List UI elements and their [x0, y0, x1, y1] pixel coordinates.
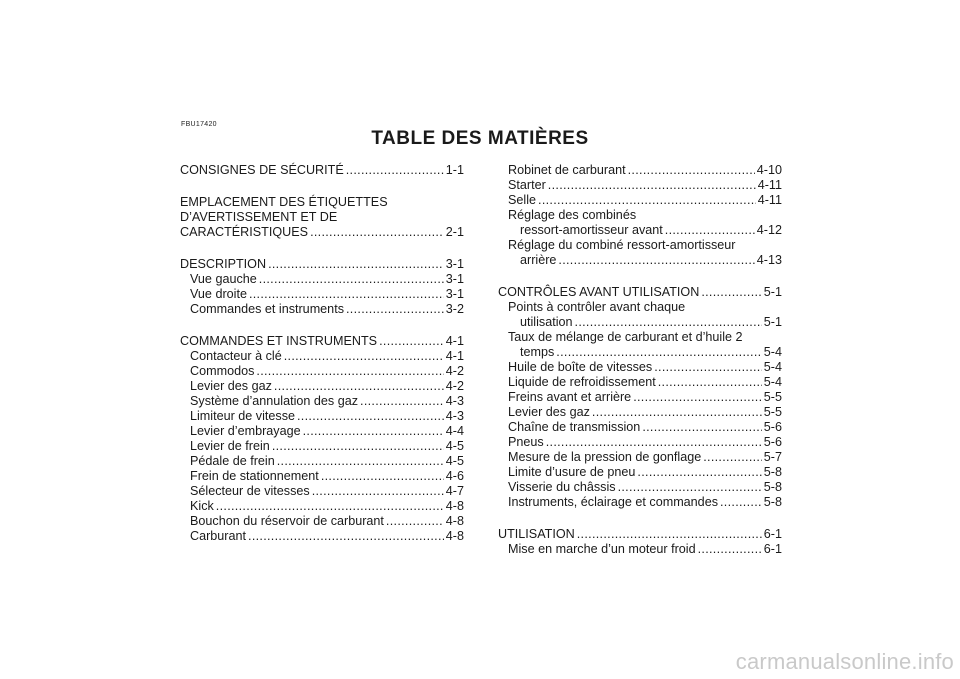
toc-subentry[interactable]: Levier d’embrayage ..... 4-4: [180, 424, 464, 439]
document-code: FBU17420: [181, 121, 217, 128]
toc-subentry[interactable]: Pédale de frein ..... 4-5: [180, 454, 464, 469]
toc-subentry[interactable]: Système d’annulation des gaz ..... 4-3: [180, 394, 464, 409]
toc-entry-etiquettes[interactable]: CARACTÉRISTIQUES ..... 2-1: [180, 225, 464, 240]
toc-subentry[interactable]: Levier de frein ..... 4-5: [180, 439, 464, 454]
toc-subentry-combines-line1[interactable]: Réglage des combinés: [508, 208, 637, 222]
toc-subentry[interactable]: Vue gauche ..... 3-1: [180, 272, 464, 287]
toc-entry-controles[interactable]: CONTRÔLES AVANT UTILISATION ..... 5-1: [498, 285, 782, 300]
toc-subentry[interactable]: Pneus ..... 5-6: [498, 435, 782, 450]
toc-entry-commandes[interactable]: COMMANDES ET INSTRUMENTS ..... 4-1: [180, 334, 464, 349]
toc-entry-etiquettes-line2[interactable]: D’AVERTISSEMENT ET DE: [180, 210, 338, 224]
toc-entry-utilisation[interactable]: UTILISATION ..... 6-1: [498, 527, 782, 542]
toc-subentry[interactable]: Visserie du châssis ..... 5-8: [498, 480, 782, 495]
toc-subentry[interactable]: Starter ..... 4-11: [498, 178, 782, 193]
toc-subentry[interactable]: Frein de stationnement ..... 4-6: [180, 469, 464, 484]
toc-subentry[interactable]: Mise en marche d’un moteur froid ..... 6-1: [498, 542, 782, 557]
toc-entry-securite[interactable]: CONSIGNES DE SÉCURITÉ ..... 1-1: [180, 163, 464, 178]
toc-subentry[interactable]: Robinet de carburant ..... 4-10: [498, 163, 782, 178]
toc-subentry[interactable]: Vue droite ..... 3-1: [180, 287, 464, 302]
toc-subentry-taux[interactable]: temps ..... 5-4: [498, 345, 782, 360]
toc-subentry[interactable]: Contacteur à clé ..... 4-1: [180, 349, 464, 364]
toc-subentry[interactable]: Carburant ..... 4-8: [180, 529, 464, 544]
toc-subentry[interactable]: Chaîne de transmission ..... 5-6: [498, 420, 782, 435]
toc-subentry[interactable]: Sélecteur de vitesses ..... 4-7: [180, 484, 464, 499]
toc-subentry[interactable]: Kick ..... 4-8: [180, 499, 464, 514]
page-title: TABLE DES MATIÈRES: [371, 128, 589, 149]
toc-entry-description[interactable]: DESCRIPTION ..... 3-1: [180, 257, 464, 272]
toc-subentry[interactable]: Freins avant et arrière ..... 5-5: [498, 390, 782, 405]
toc-left-column: [180, 163, 464, 544]
toc-subentry-taux-line1[interactable]: Taux de mélange de carburant et d’huile 2: [508, 330, 743, 344]
toc-subentry-points[interactable]: utilisation ..... 5-1: [498, 315, 782, 330]
toc-subentry[interactable]: Liquide de refroidissement ..... 5-4: [498, 375, 782, 390]
watermark: carmanualsonline.info: [735, 649, 954, 674]
toc-subentry[interactable]: Bouchon du réservoir de carburant ..... 4-8: [180, 514, 464, 529]
toc-subentry[interactable]: Limite d’usure de pneu ..... 5-8: [498, 465, 782, 480]
toc-subentry[interactable]: Commodos ..... 4-2: [180, 364, 464, 379]
toc-subentry-combine-arriere-line1[interactable]: Réglage du combiné ressort-amortisseur: [508, 238, 736, 252]
toc-subentry-combines[interactable]: ressort-amortisseur avant ..... 4-12: [498, 223, 782, 238]
toc-entry-etiquettes-line1[interactable]: EMPLACEMENT DES ÉTIQUETTES: [180, 195, 388, 209]
toc-subentry[interactable]: Huile de boîte de vitesses ..... 5-4: [498, 360, 782, 375]
toc-subentry[interactable]: Selle ..... 4-11: [498, 193, 782, 208]
toc-right-column: [498, 163, 782, 557]
toc-subentry[interactable]: Levier des gaz ..... 5-5: [498, 405, 782, 420]
toc-subentry[interactable]: Instruments, éclairage et commandes ..... 5-8: [498, 495, 782, 510]
toc-subentry[interactable]: Limiteur de vitesse ..... 4-3: [180, 409, 464, 424]
toc-subentry-points-line1[interactable]: Points à contrôler avant chaque: [508, 300, 686, 314]
toc-subentry[interactable]: Mesure de la pression de gonflage ..... 5-7: [498, 450, 782, 465]
toc-subentry[interactable]: Commandes et instruments ..... 3-2: [180, 302, 464, 317]
toc-subentry[interactable]: Levier des gaz ..... 4-2: [180, 379, 464, 394]
toc-subentry-combine-arriere[interactable]: arrière ..... 4-13: [498, 253, 782, 268]
